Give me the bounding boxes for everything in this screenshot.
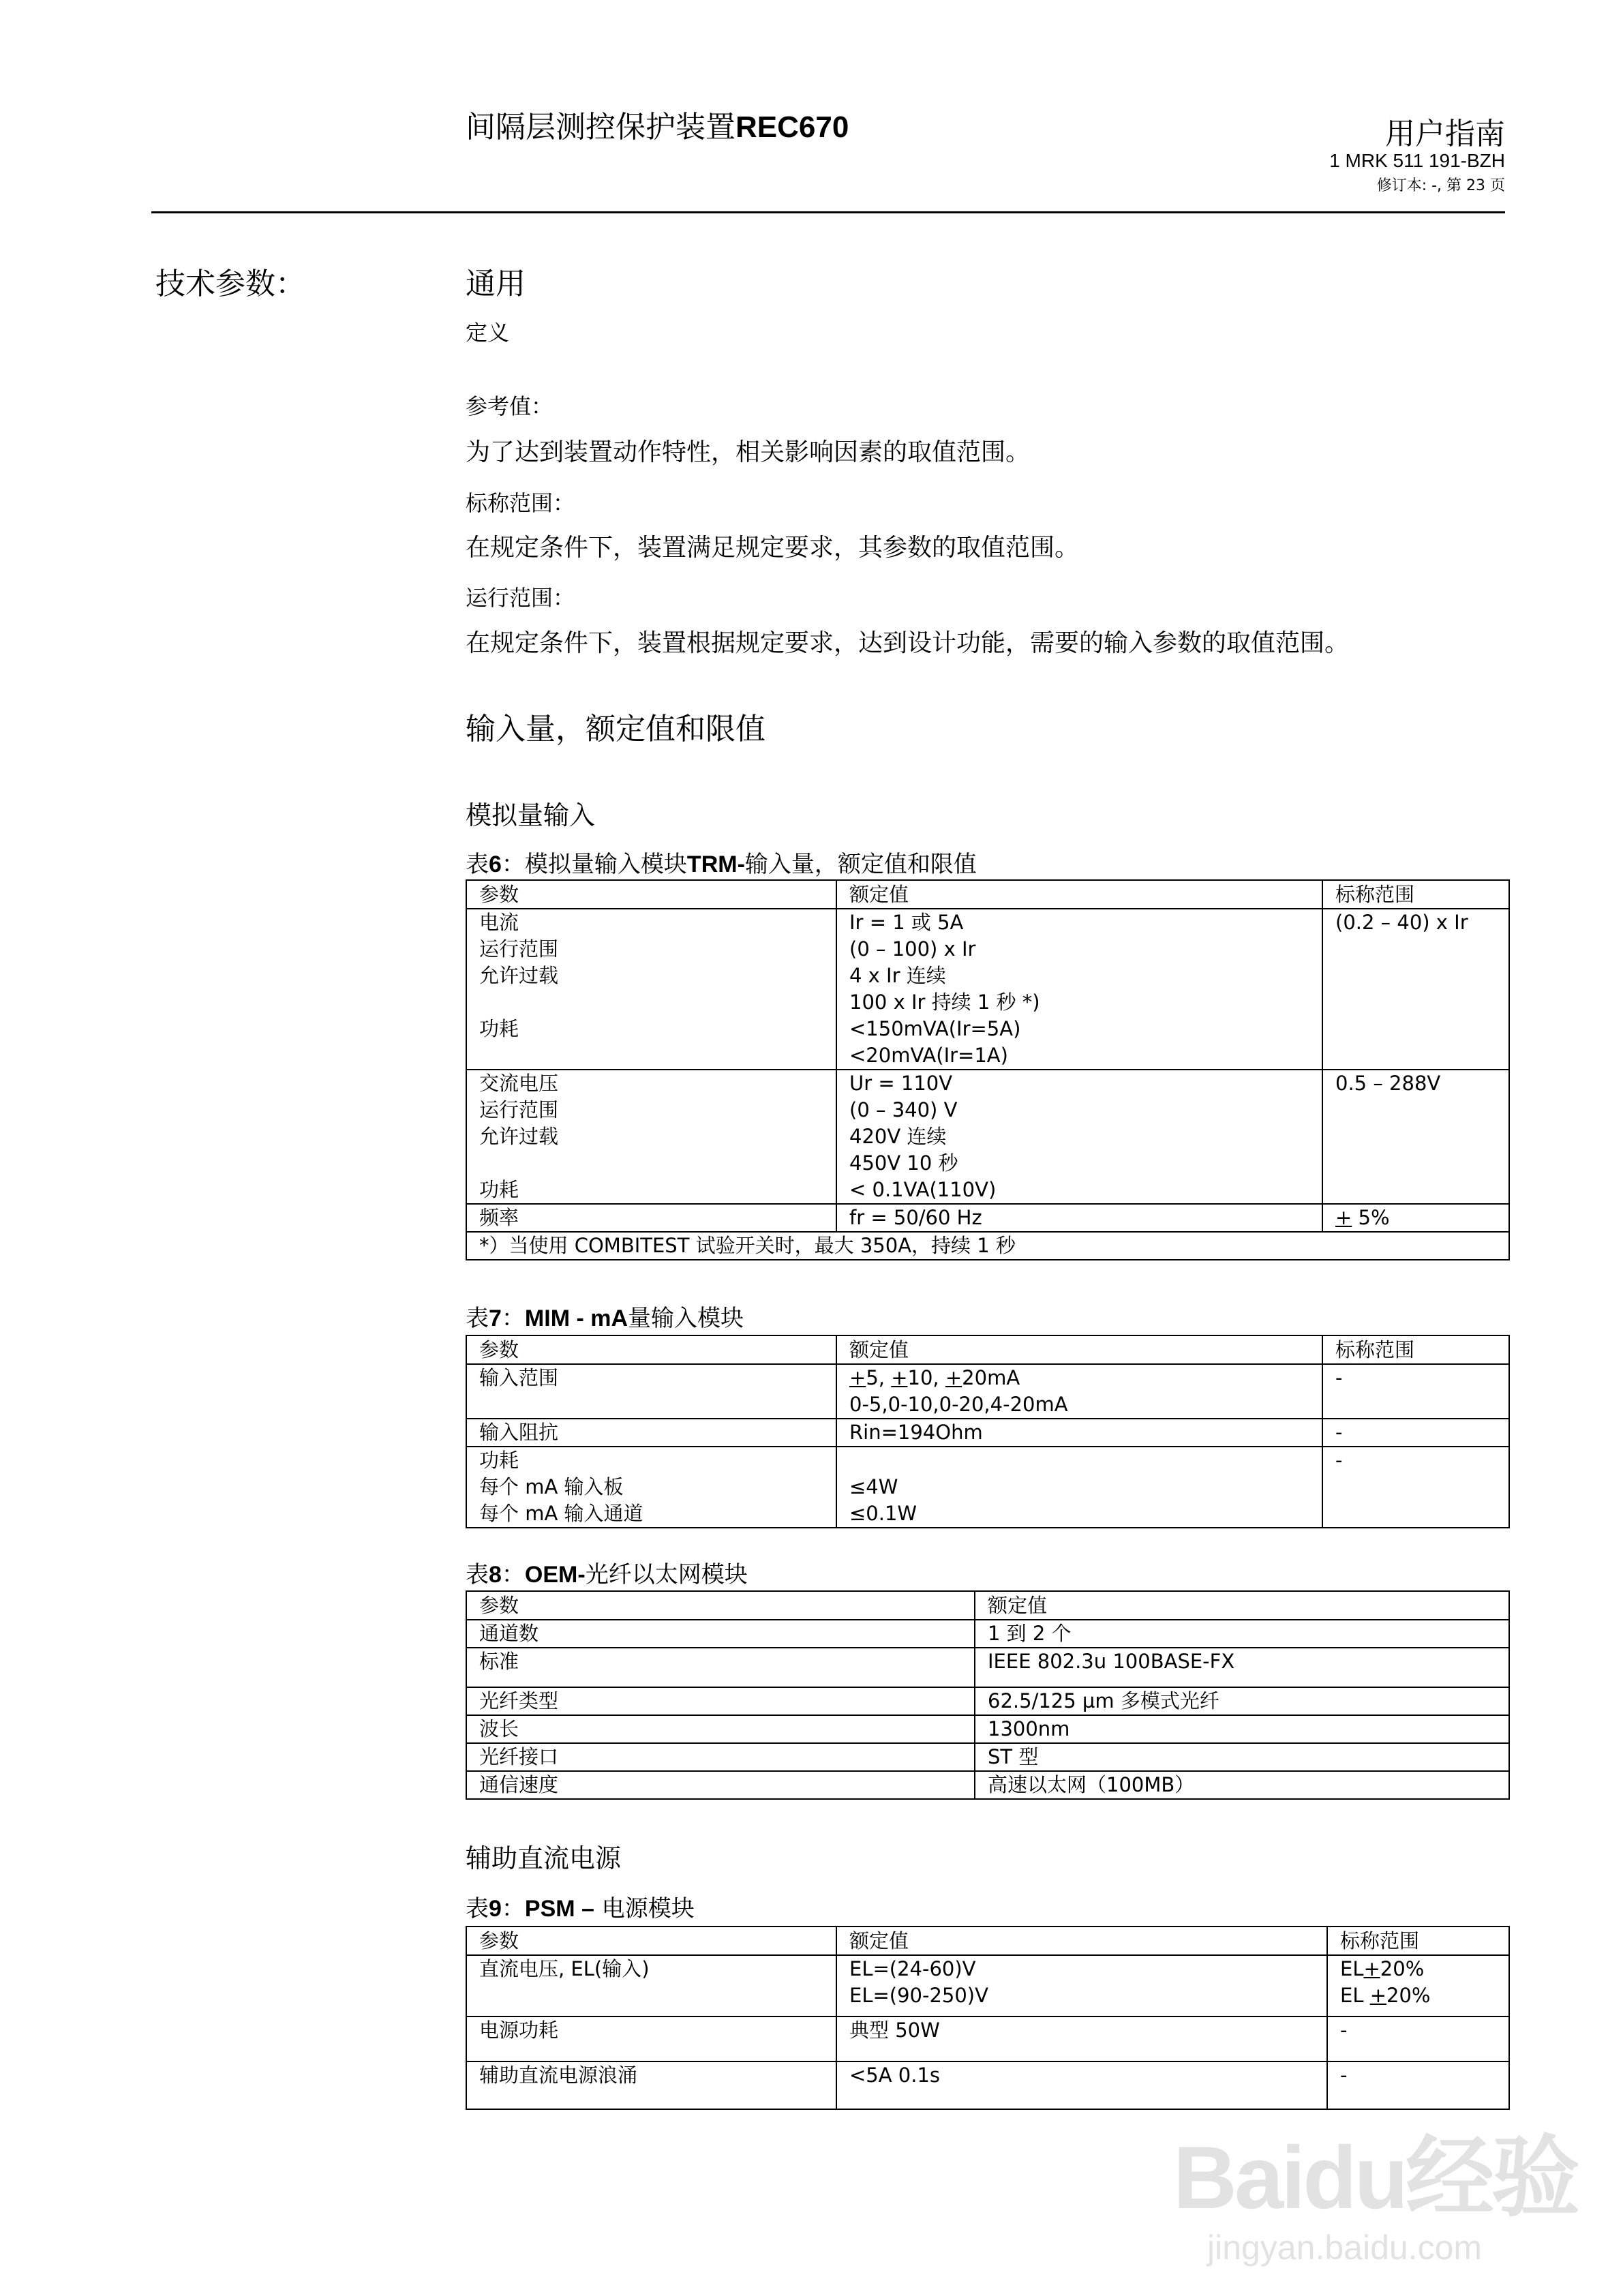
header-cell: 参数 [466,1591,975,1620]
tolerance: 5% [1352,1206,1390,1229]
cell-line: 交流电压 [479,1072,559,1095]
cell-line [1340,1982,1496,2009]
table7-caption [466,1299,744,1333]
nominal-cell: - [1327,2061,1509,2109]
cell-line [479,1042,823,1069]
table8 [466,1590,1510,1800]
term-reference: 参考值： [466,393,553,419]
rated-cell: 高速以太网（100MB） [975,1771,1509,1799]
param-cell [466,1419,836,1447]
definition-label: 定义 [466,320,510,346]
cell-line: 允许过载 [479,1125,559,1148]
cell-line: 输入范围 [479,1366,559,1389]
caption-prefix: 表 [466,851,489,878]
header-cell: 标称范围 [1322,1335,1509,1364]
watermark-brand: Baidu经验 [1173,2128,1578,2227]
table-row [466,1715,1509,1743]
header-cell: 额定值 [836,1335,1322,1364]
param-cell [466,1204,836,1232]
dc-heading: 辅助直流电源 [466,1843,622,1873]
term-nominal: 标称范围： [466,490,575,516]
baidu-watermark [1159,2106,1578,2277]
table-row [466,1419,1509,1447]
caption-num: 9 [489,1896,502,1922]
cell-line: 功耗 [479,1017,519,1040]
cell-line: 0.5 – 288V [1335,1072,1441,1095]
revision-info: 修订本: -, 第 23 页 [1376,177,1505,194]
table-row [466,2061,1509,2109]
cell-line [479,989,823,1016]
rated-cell [836,1204,1322,1232]
cell-line: (0 – 100) x Ir [849,937,976,961]
desc-operating: 在规定条件下，装置根据规定要求，达到设计功能，需要的输入参数的取值范围。 [466,629,1350,657]
cell-line: ≤0.1W [849,1502,917,1525]
cell-line: Ur = 110V [849,1072,953,1095]
caption-sep: ： [501,1895,525,1922]
rated-cell [836,1955,1327,2016]
cell-line: - [1335,1366,1343,1389]
caption-sep: ： [501,1561,525,1588]
caption-rest: 量输入模块 [628,1305,744,1332]
desc-nominal: 在规定条件下，装置满足规定要求，其参数的取值范围。 [466,534,1080,562]
cell-line: ≤4W [849,1475,898,1498]
inputs-heading: 输入量，额定值和限值 [466,712,765,746]
range-value: 10, [907,1366,945,1389]
caption-num: 8 [489,1562,502,1588]
cell-line: Ir = 1 或 5A [849,911,964,934]
cell-line: 420V 连续 [849,1125,947,1148]
table-header-row [466,880,1509,909]
rated-cell [836,1070,1322,1204]
plus-minus: + [1335,1206,1352,1229]
cell-line: - [1335,1421,1343,1444]
param-cell [466,1070,836,1204]
table6-caption [466,845,977,879]
cell-line: 频率 [479,1206,519,1229]
param-cell: 辅助直流电源浪涌 [466,2061,836,2109]
guide-label: 用户指南 [1385,117,1505,151]
cell-line: 每个 mA 输入板 [479,1475,624,1498]
caption-code: OEM- [524,1562,586,1588]
table-note: *）当使用 COMBITEST 试验开关时，最大 350A，持续 1 秒 [466,1232,1509,1260]
caption-prefix: 表 [466,1561,489,1588]
param-cell: 通信速度 [466,1771,975,1799]
cell-line: 直流电压, EL(输入) [479,1957,650,1980]
nominal-cell [1322,1447,1509,1528]
caption-num: 7 [489,1305,502,1331]
nominal-cell: - [1327,2016,1509,2061]
tolerance: 20% [1386,1984,1431,2007]
rated-cell: 1 到 2 个 [975,1620,1509,1648]
caption-num: 6 [489,851,502,877]
term-operating: 运行范围： [466,585,575,611]
cell-line: EL=(90-250)V [849,1984,988,2007]
caption-rest: 光纤以太网模块 [585,1561,748,1588]
table-note-row [466,1232,1509,1260]
rated-cell [836,909,1322,1070]
nominal-cell [1322,1204,1509,1232]
header-cell: 参数 [466,1335,836,1364]
cell-line: - [1335,1449,1343,1472]
desc-reference: 为了达到装置动作特性，相关影响因素的取值范围。 [466,438,1031,466]
rated-cell: ST 型 [975,1743,1509,1771]
doc-id: 1 MRK 511 191-BZH [1329,150,1505,171]
cell-line: 功耗 [479,1178,519,1201]
cell-line: <150mVA(Ir=5A) [849,1017,1021,1040]
rated-cell [836,1419,1322,1447]
rated-cell [836,1364,1322,1419]
cell-line: 允许过载 [479,964,559,987]
cell-line: 100 x Ir 持续 1 秒 *) [849,991,1040,1014]
el-label: EL [1340,1984,1370,2007]
caption-prefix: 表 [466,1305,489,1332]
cell-line: 4 x Ir 连续 [849,964,946,987]
header-cell: 标称范围 [1327,1927,1509,1955]
section-label: 技术参数： [155,267,305,301]
caption-rest: 输入量，额定值和限值 [744,851,977,878]
rated-cell: 1300nm [975,1715,1509,1743]
cell-line [479,1150,823,1177]
caption-code: PSM – [524,1896,594,1922]
nominal-cell [1322,1419,1509,1447]
cell-line: Rin=194Ohm [849,1421,983,1444]
cell-line: 功耗 [479,1449,519,1472]
table9 [466,1926,1510,2110]
general-heading: 通用 [466,267,526,301]
range-value: 20mA [962,1366,1020,1389]
plus-minus: + [1363,1957,1380,1980]
table-header-row [466,1927,1509,1955]
document-title [466,102,849,146]
cell-line: 输入阻抗 [479,1421,559,1444]
table-row [466,1743,1509,1771]
table-row [466,909,1509,1070]
plus-minus: + [849,1366,866,1389]
param-cell: 光纤接口 [466,1743,975,1771]
table-header-row [466,1591,1509,1620]
cell-line: fr = 50/60 Hz [849,1206,982,1229]
cell-line: (0.2 – 40) x Ir [1335,911,1468,934]
table-row [466,2016,1509,2061]
table-row [466,1204,1509,1232]
rated-cell: <5A 0.1s [836,2061,1327,2109]
header-rule [151,211,1505,213]
caption-sep: ： [501,1305,525,1332]
header-cell: 参数 [466,880,836,909]
table-row [466,1648,1509,1687]
title-model: REC670 [735,110,849,144]
nominal-cell [1322,909,1509,1070]
table-row [466,1687,1509,1715]
el-label: EL [1340,1957,1364,1980]
cell-line: 运行范围 [479,1098,559,1121]
table-header-row [466,1335,1509,1364]
cell-line [1340,1956,1496,1982]
param-cell: 光纤类型 [466,1687,975,1715]
table-row [466,1364,1509,1419]
param-cell [466,1955,836,2016]
header-cell: 额定值 [836,1927,1327,1955]
cell-line: 0-5,0-10,0-20,4-20mA [849,1393,1068,1416]
title-cn: 间隔层测控保护装置 [466,110,735,145]
analog-heading: 模拟量输入 [466,800,596,830]
table7 [466,1335,1510,1528]
cell-line: <20mVA(Ir=1A) [849,1044,1008,1067]
table6 [466,879,1510,1260]
cell-line: 每个 mA 输入通道 [479,1502,643,1525]
param-cell: 标准 [466,1648,975,1687]
caption-code: MIM - mA [524,1305,628,1331]
rated-cell [836,1447,1322,1528]
caption-sep: ：模拟量输入模块 [501,851,687,878]
param-cell: 波长 [466,1715,975,1743]
header-cell: 额定值 [836,880,1322,909]
table-row [466,1070,1509,1204]
table-row [466,1771,1509,1799]
table9-caption [466,1890,695,1923]
header-cell: 参数 [466,1927,836,1955]
rated-cell: 典型 50W [836,2016,1327,2061]
tolerance: 20% [1380,1957,1425,1980]
cell-line: 电流 [479,911,519,934]
caption-rest: 电源模块 [594,1895,695,1922]
table-row [466,1620,1509,1648]
param-cell [466,909,836,1070]
cell-line: < 0.1VA(110V) [849,1178,997,1201]
caption-code: TRM- [686,851,745,877]
table-row [466,1447,1509,1528]
cell-line [1335,1205,1496,1231]
range-value: 5, [866,1366,892,1389]
param-cell [466,1364,836,1419]
plus-minus: + [891,1366,908,1389]
caption-prefix: 表 [466,1895,489,1922]
rated-cell: IEEE 802.3u 100BASE-FX [975,1648,1509,1687]
table-row [466,1955,1509,2016]
param-cell: 通道数 [466,1620,975,1648]
cell-line: EL=(24-60)V [849,1957,976,1980]
rated-cell: 62.5/125 µm 多模式光纤 [975,1687,1509,1715]
header-cell: 额定值 [975,1591,1509,1620]
param-cell: 电源功耗 [466,2016,836,2061]
cell-line: (0 – 340) V [849,1098,958,1121]
cell-line: 450V 10 秒 [849,1151,958,1175]
cell-line: 运行范围 [479,937,559,961]
cell-line [849,1447,1309,1474]
plus-minus: + [1369,1984,1387,2007]
param-cell [466,1447,836,1528]
header-cell: 标称范围 [1322,880,1509,909]
watermark-url: jingyan.baidu.com [1207,2229,1483,2267]
nominal-cell [1322,1364,1509,1419]
nominal-cell [1322,1070,1509,1204]
cell-line [849,1365,1309,1391]
nominal-cell [1327,1955,1509,2016]
plus-minus: + [945,1366,962,1389]
table8-caption [466,1556,748,1589]
